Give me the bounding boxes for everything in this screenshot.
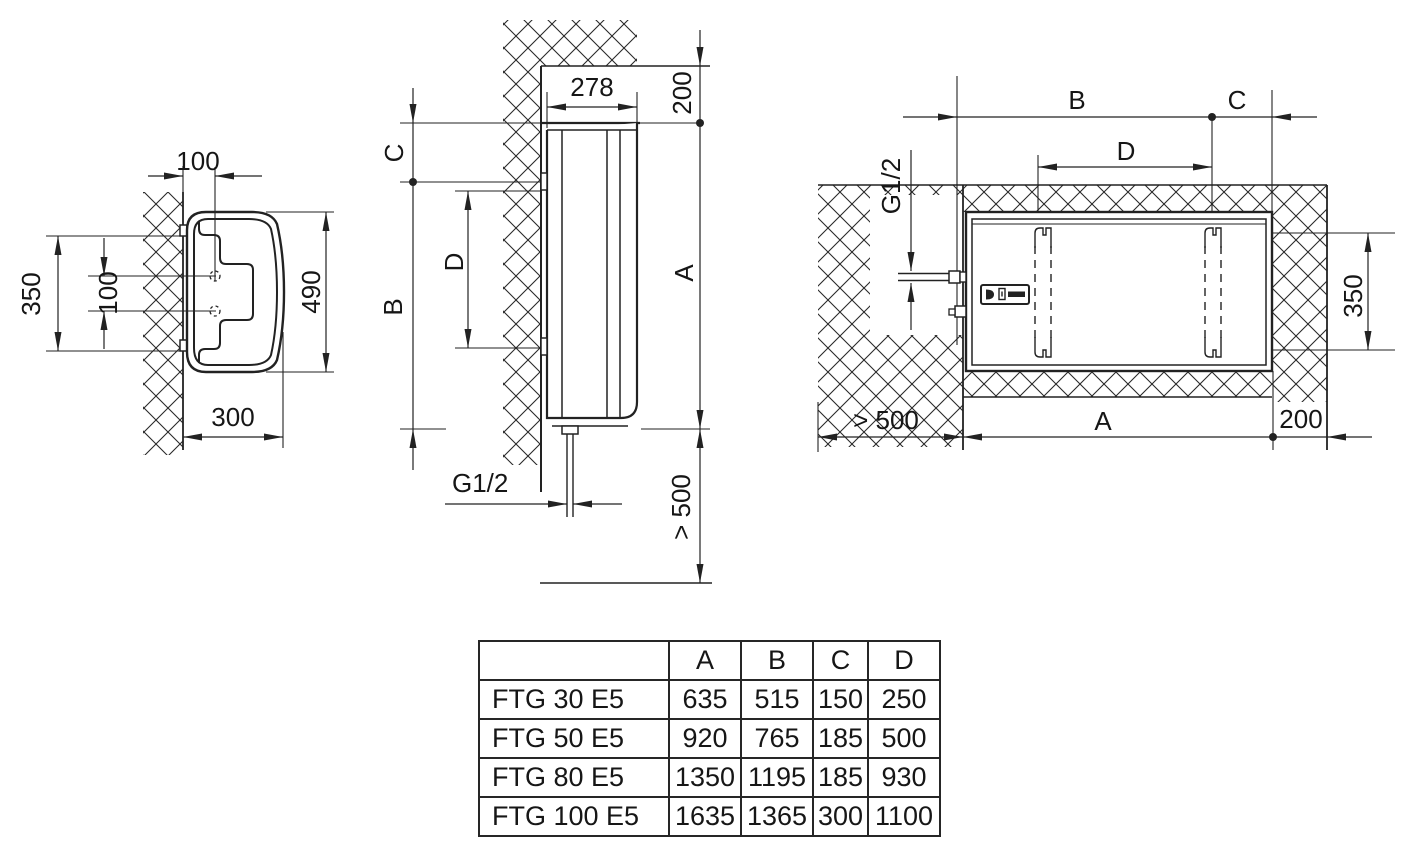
model-name: FTG 30 E5 <box>479 680 669 719</box>
value-c: 150 <box>813 680 868 719</box>
header-c: C <box>813 641 868 680</box>
right-wall-hatch <box>1272 185 1327 402</box>
cross-section-view <box>16 146 334 455</box>
table-row <box>479 758 940 797</box>
header-model <box>479 641 669 680</box>
dim-body-depth-label: 278 <box>570 72 614 102</box>
dim-bracket-span-label: 350 <box>1338 274 1368 318</box>
thermostat-knob-icon <box>1008 292 1025 298</box>
dim-top-width-label: 100 <box>176 146 220 176</box>
model-name: FTG 100 E5 <box>479 797 669 836</box>
value-b: 1365 <box>741 797 813 836</box>
value-b: 1195 <box>741 758 813 797</box>
value-b: 765 <box>741 719 813 758</box>
table-row <box>479 680 940 719</box>
dim-chain-dot <box>1208 113 1216 121</box>
control-panel <box>981 285 1029 304</box>
dim-chain-dot <box>1269 433 1277 441</box>
value-a: 1350 <box>669 758 741 797</box>
pipe-connections <box>898 271 966 317</box>
value-a: 1635 <box>669 797 741 836</box>
tank-outer-shell <box>187 212 284 372</box>
value-d: 250 <box>868 680 940 719</box>
dim-d-label: D <box>439 252 469 272</box>
value-d: 500 <box>868 719 940 758</box>
wall-bracket <box>541 173 547 190</box>
side-view <box>378 20 712 583</box>
dim-a-label: A <box>669 264 699 282</box>
dim-chain-dot <box>409 178 417 186</box>
value-d: 930 <box>868 758 940 797</box>
dim-wall-clearance-label: > 500 <box>853 405 919 435</box>
dim-hole-spacing-label: 100 <box>93 271 123 315</box>
top-wall-hatch <box>963 185 1272 212</box>
value-c: 185 <box>813 758 868 797</box>
table-row <box>479 719 940 758</box>
pipe-thread-label: G1/2 <box>452 468 509 498</box>
dim-bracket-span-label: 350 <box>16 272 46 316</box>
header-b: B <box>741 641 813 680</box>
pipe-stub <box>955 306 966 317</box>
wall-hatch <box>143 192 183 455</box>
wall-bracket <box>541 338 547 355</box>
heater-body-outline <box>547 123 637 418</box>
dim-depth-label: 300 <box>211 402 255 432</box>
pipe-collar <box>562 426 578 434</box>
value-c: 185 <box>813 719 868 758</box>
dim-chain-dot <box>696 119 704 127</box>
value-a: 920 <box>669 719 741 758</box>
dim-c-label: C <box>379 143 409 163</box>
model-name: FTG 50 E5 <box>479 719 669 758</box>
dim-b-label: B <box>378 298 408 316</box>
header-a: A <box>669 641 741 680</box>
model-name: FTG 80 E5 <box>479 758 669 797</box>
value-c: 300 <box>813 797 868 836</box>
pipe-thread-label: G1/2 <box>876 157 906 215</box>
table-row <box>479 797 940 836</box>
dim-a-label: A <box>1094 406 1112 436</box>
value-d: 1100 <box>868 797 940 836</box>
dim-d-label: D <box>1116 136 1136 166</box>
dim-b-label: B <box>1068 85 1086 115</box>
dim-c-label: C <box>1227 85 1247 115</box>
table-header-row <box>479 641 940 680</box>
dim-height-label: 490 <box>296 270 326 314</box>
dim-ceiling-clearance-label: 200 <box>667 71 697 115</box>
pipe-collar <box>949 271 960 283</box>
dim-floor-clearance-label: > 500 <box>666 474 696 540</box>
value-b: 515 <box>741 680 813 719</box>
dim-corner-clearance-label: 200 <box>1279 404 1323 434</box>
horizontal-view <box>818 76 1395 452</box>
header-d: D <box>868 641 940 680</box>
dimensions-table <box>478 640 941 837</box>
bottom-wall-hatch <box>963 371 1272 397</box>
value-a: 635 <box>669 680 741 719</box>
